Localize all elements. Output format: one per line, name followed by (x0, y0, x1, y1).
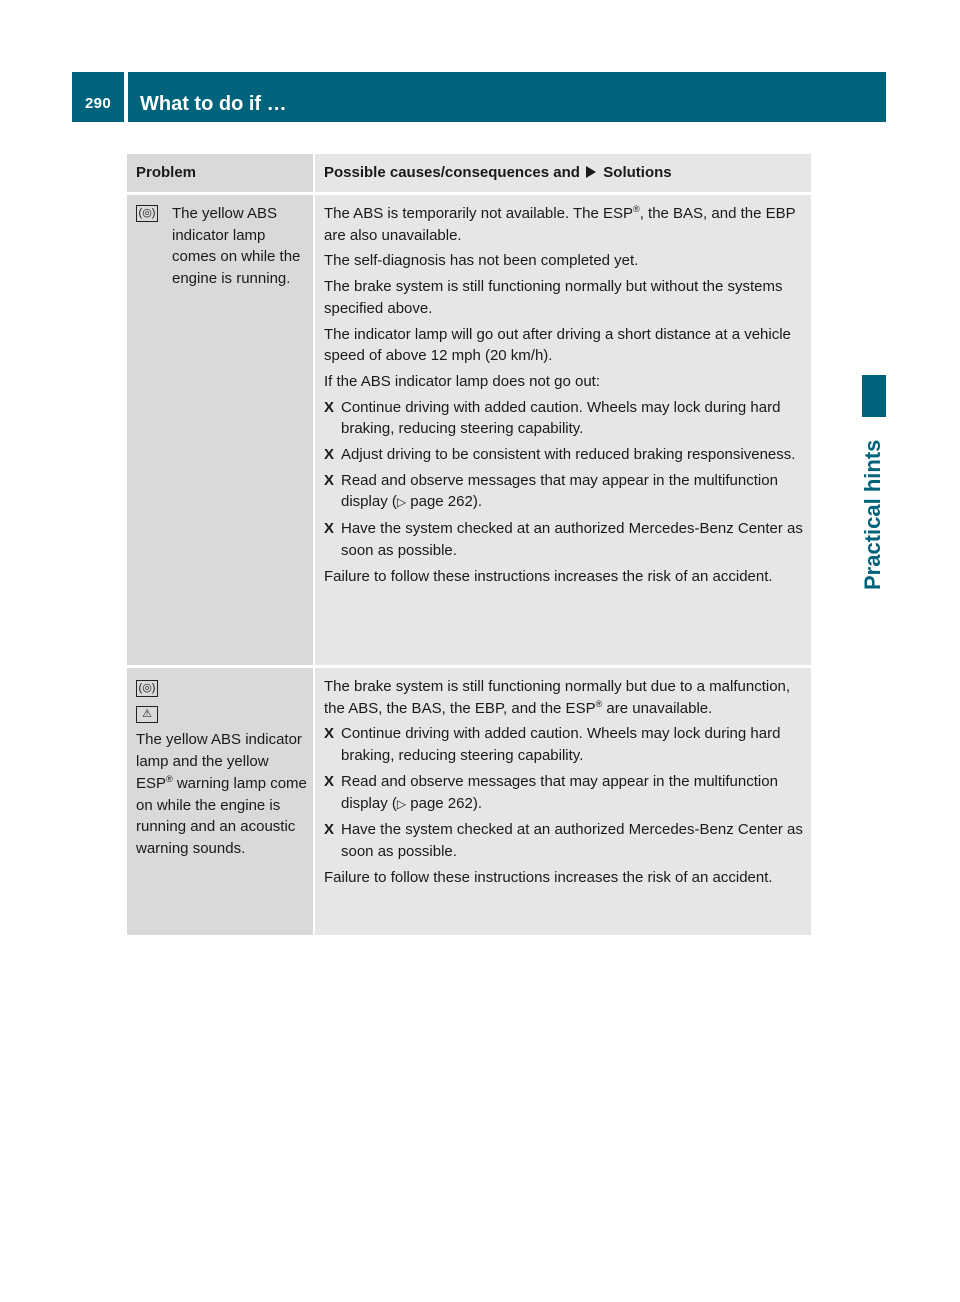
paragraph: The brake system is still functioning normally but without the systems specified above. (324, 278, 783, 317)
side-tab-label: Practical hints (860, 439, 885, 590)
instruction-step: X Continue driving with added caution. Wheels may lock during hard braking, reducing steering capability. (324, 398, 781, 438)
problem-solutions-table (127, 154, 811, 935)
column-header-solutions (315, 154, 811, 192)
page-reference-icon: ▷ (396, 796, 407, 811)
instruction-step: X Read and observe messages that may appear in the multifunction display (▷ page 262). (324, 471, 778, 511)
step-marker-icon: X (324, 821, 335, 839)
paragraph: If the ABS indicator lamp does not go out: (324, 372, 601, 390)
column-header-problem: Problem (127, 154, 313, 192)
paragraph: The indicator lamp will go out after driving a short distance at a vehicle speed of above 12 mph (20 km/h). (324, 325, 791, 365)
table-row (127, 668, 811, 935)
table-header-row (127, 154, 811, 192)
instruction-step: X Have the system checked at an authorized Mercedes-Benz Center as soon as possible. (324, 821, 803, 860)
paragraph: The brake system is still functioning normally but due to a malfunction, the ABS, the BAS, the EBP, and the ESP® are unavailable. (324, 678, 791, 717)
paragraph: The self-diagnosis has not been completed yet. (324, 252, 639, 270)
table-row (127, 195, 811, 665)
esp-warning-triangle-icon: ⚠ (136, 706, 158, 723)
section-title: What to do if … (128, 72, 886, 122)
solutions-cell (315, 195, 811, 665)
side-tab-marker (862, 375, 886, 417)
problem-cell (127, 668, 313, 935)
column-header-solutions-b: Solutions (603, 164, 672, 181)
paragraph: Failure to follow these instructions increases the risk of an accident. (324, 868, 773, 886)
arrow-right-icon (586, 166, 596, 178)
column-header-solutions-a: Possible causes/consequences and (324, 164, 580, 181)
solutions-cell (315, 668, 811, 935)
step-marker-icon: X (324, 725, 335, 743)
problem-text: The yellow ABS indicator lamp and the yellow ESP® warning lamp come on while the engine is running and an acoustic warning sounds. (136, 731, 307, 857)
step-marker-icon: X (324, 398, 335, 416)
page-number: 290 (72, 72, 124, 122)
abs-warning-icon: ( ◎ ) (136, 205, 158, 222)
instruction-step: X Adjust driving to be consistent with reduced braking responsiveness. (324, 444, 805, 466)
page-header (72, 72, 886, 122)
page-reference-icon: ▷ (396, 495, 407, 510)
instruction-step: X Continue driving with added caution. Wheels may lock during hard braking, reducing steering capability. (324, 725, 781, 765)
step-marker-icon: X (324, 520, 335, 538)
step-marker-icon: X (324, 446, 335, 464)
instruction-step: X Read and observe messages that may appear in the multifunction display (▷ page 262). (324, 772, 778, 812)
paragraph: The ABS is temporarily not available. The ESP®, the BAS, and the EBP are also unavailable. (324, 204, 796, 244)
step-marker-icon: X (324, 772, 335, 790)
problem-text: The yellow ABS indicator lamp comes on while the engine is running. (172, 205, 301, 288)
instruction-step: X Have the system checked at an authorized Mercedes-Benz Center as soon as possible. (324, 520, 803, 559)
paragraph: Failure to follow these instructions increases the risk of an accident. (324, 567, 773, 585)
problem-cell (127, 195, 313, 665)
step-marker-icon: X (324, 471, 335, 489)
abs-warning-icon: ( ◎ ) (136, 680, 158, 697)
